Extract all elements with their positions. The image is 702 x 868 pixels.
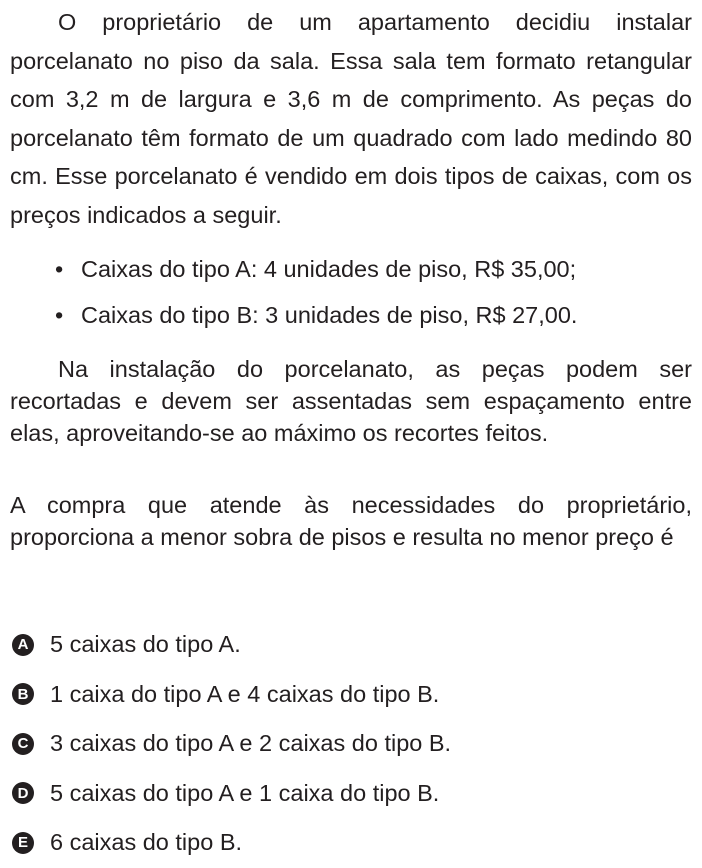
question-prompt: A compra que atende às necessidades do proprietário, proporciona a menor sobra de pisos e resulta no menor preço é (10, 492, 692, 550)
price-list-item-b (55, 292, 685, 338)
option-letter-badge-icon: E (12, 832, 34, 854)
option-text: 3 caixas do tipo A e 2 caixas do tipo B. (50, 730, 452, 757)
option-d[interactable] (12, 769, 451, 819)
option-text: 6 caixas do tipo B. (50, 829, 243, 856)
option-letter-badge-icon: C (12, 733, 34, 755)
option-letter-badge-icon: A (12, 634, 34, 656)
bullet-icon: • (55, 256, 64, 282)
option-text: 1 caixa do tipo A e 4 caixas do tipo B. (50, 680, 440, 707)
option-letter-badge-icon: D (12, 782, 34, 804)
bullet-icon: • (55, 302, 64, 328)
option-letter-badge-icon: B (12, 683, 34, 705)
answer-options (12, 620, 451, 868)
option-text: 5 caixas do tipo A e 1 caixa do tipo B. (50, 779, 440, 806)
price-list-item-text: Caixas do tipo A: 4 unidades de piso, R$ 35,00; (81, 256, 577, 282)
option-text: 5 caixas do tipo A. (50, 631, 241, 658)
statement-paragraph-2: Na instalação do porcelanato, as peças podem ser recortadas e devem ser assentadas sem espaçamento entre elas, aproveitando-se ao máximo os recortes feitos. (10, 356, 692, 446)
statement-paragraph-1: O proprietário de um apartamento decidiu instalar porcelanato no piso da sala. Essa sala tem formato retangular com 3,2 m de largura e 3,6 m de comprimento. As peças do porcelanato têm formato de um quadrado com lado medindo 80 cm. Esse porcelanato é vendido em dois tipos de caixas, com os preços indicados a seguir. (10, 9, 692, 228)
option-a[interactable] (12, 620, 451, 670)
price-list-item-text: Caixas do tipo B: 3 unidades de piso, R$ 27,00. (81, 302, 578, 328)
option-e[interactable] (12, 818, 451, 868)
price-list (55, 246, 685, 338)
option-b[interactable] (12, 670, 451, 720)
option-c[interactable] (12, 719, 451, 769)
price-list-item-a (55, 246, 685, 292)
